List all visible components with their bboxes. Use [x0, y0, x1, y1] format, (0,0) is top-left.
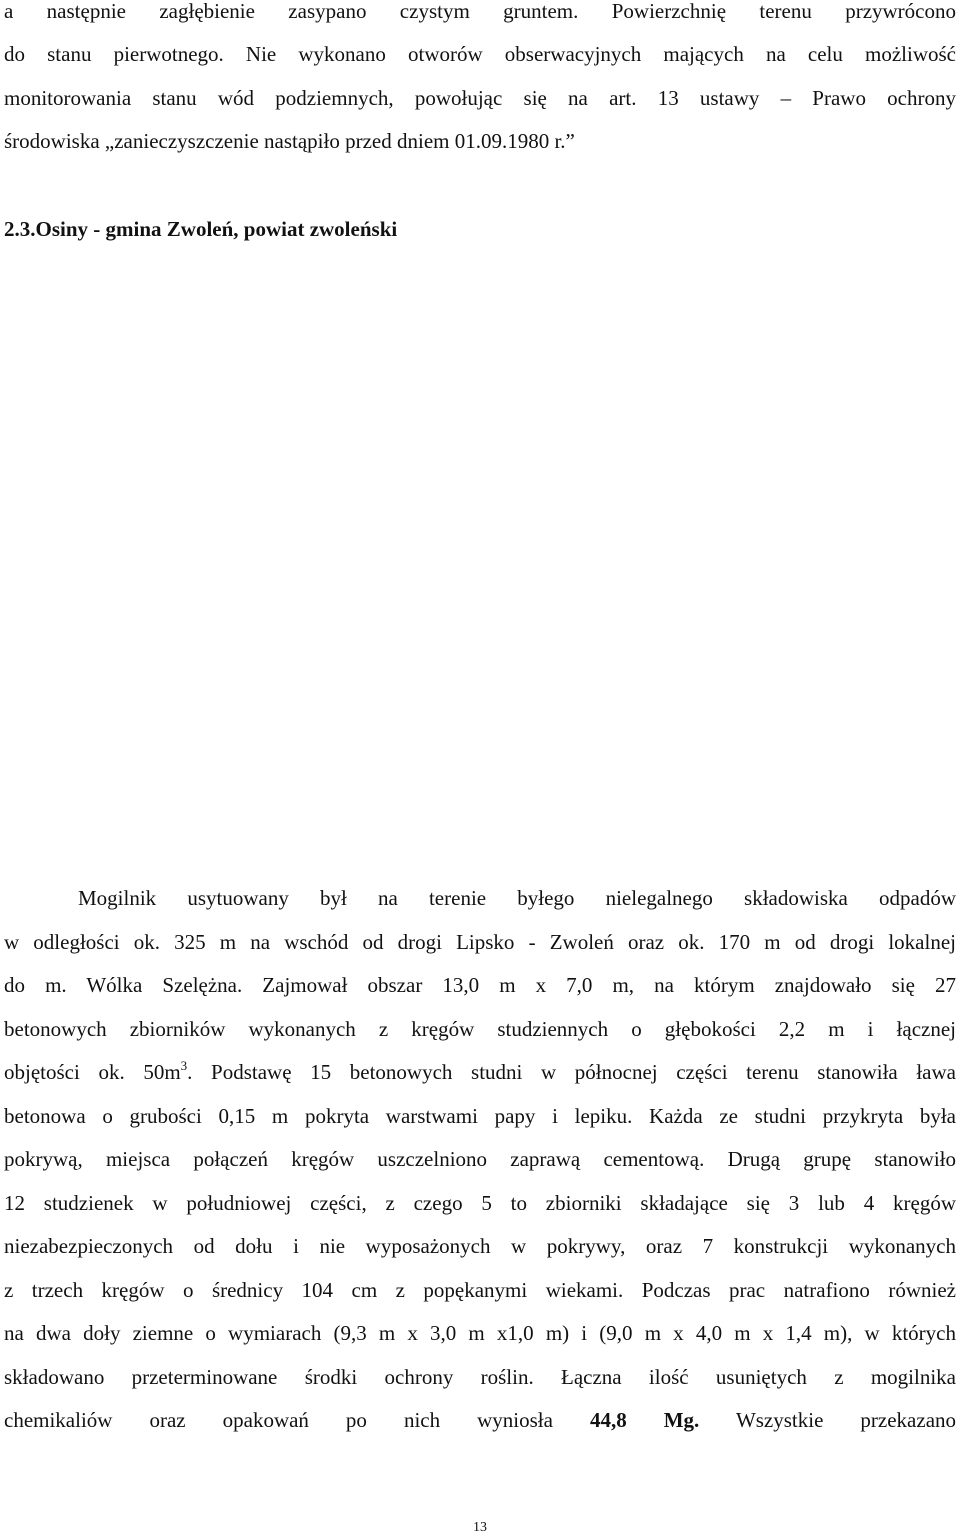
- text-fragment: . Podstawę 15 betonowych studni w północnej części terenu stanowiła ława: [187, 1060, 956, 1084]
- text-line: do stanu pierwotnego. Nie wykonano otworów obserwacyjnych mających na celu możliwość: [4, 42, 956, 66]
- text-line: Mogilnik usytuowany był na terenie byłego nielegalnego składowiska odpadów: [78, 886, 956, 910]
- superscript: 3: [180, 1058, 188, 1073]
- text-line: niezabezpieczonych od dołu i nie wyposażonych w pokrywy, oraz 7 konstrukcji wykonanych: [4, 1234, 956, 1258]
- bold-amount: 44,8 Mg.: [589, 1408, 700, 1432]
- text-line: z trzech kręgów o średnicy 104 cm z popękanymi wiekami. Podczas prac natrafiono również: [4, 1278, 956, 1302]
- text-line: pokrywą, miejsca połączeń kręgów uszczelniono zaprawą cementową. Drugą grupę stanowiło: [4, 1147, 956, 1171]
- text-fragment: objętości ok. 50m: [4, 1060, 181, 1084]
- text-line: w odległości ok. 325 m na wschód od drogi Lipsko - Zwoleń oraz ok. 170 m od drogi lokalnej: [4, 930, 956, 954]
- text-line: betonowa o grubości 0,15 m pokryta warstwami papy i lepiku. Każda ze studni przykryta była: [4, 1104, 956, 1128]
- text-line: [4, 1057, 956, 1087]
- text-line: środowiska „zanieczyszczenie nastąpiło przed dniem 01.09.1980 r.”: [4, 129, 575, 153]
- text-line: do m. Wólka Szelężna. Zajmował obszar 13,0 m x 7,0 m, na którym znajdowało się 27: [4, 973, 956, 997]
- text-line: na dwa doły ziemne o wymiarach (9,3 m x 3,0 m x1,0 m) i (9,0 m x 4,0 m x 1,4 m), w których: [4, 1321, 956, 1345]
- text-line: a następnie zagłębienie zasypano czystym gruntem. Powierzchnię terenu przywrócono: [4, 0, 956, 23]
- page-number: 13: [473, 1520, 487, 1535]
- text-line: monitorowania stanu wód podziemnych, powołując się na art. 13 ustawy – Prawo ochrony: [4, 86, 956, 110]
- text-fragment: Wszystkie przekazano: [735, 1408, 957, 1432]
- text-fragment: chemikaliów oraz opakowań po nich wyniosła: [4, 1408, 553, 1432]
- text-line: betonowych zbiorników wykonanych z kręgów studziennych o głębokości 2,2 m i łącznej: [4, 1017, 956, 1041]
- text-line: [4, 1405, 956, 1435]
- text-line: składowano przeterminowane środki ochrony roślin. Łączna ilość usuniętych z mogilnika: [4, 1365, 956, 1389]
- text-line: 12 studzienek w południowej części, z czego 5 to zbiorniki składające się 3 lub 4 kręgów: [4, 1191, 956, 1215]
- section-heading: 2.3.Osiny - gmina Zwoleń, powiat zwoleński: [4, 217, 398, 241]
